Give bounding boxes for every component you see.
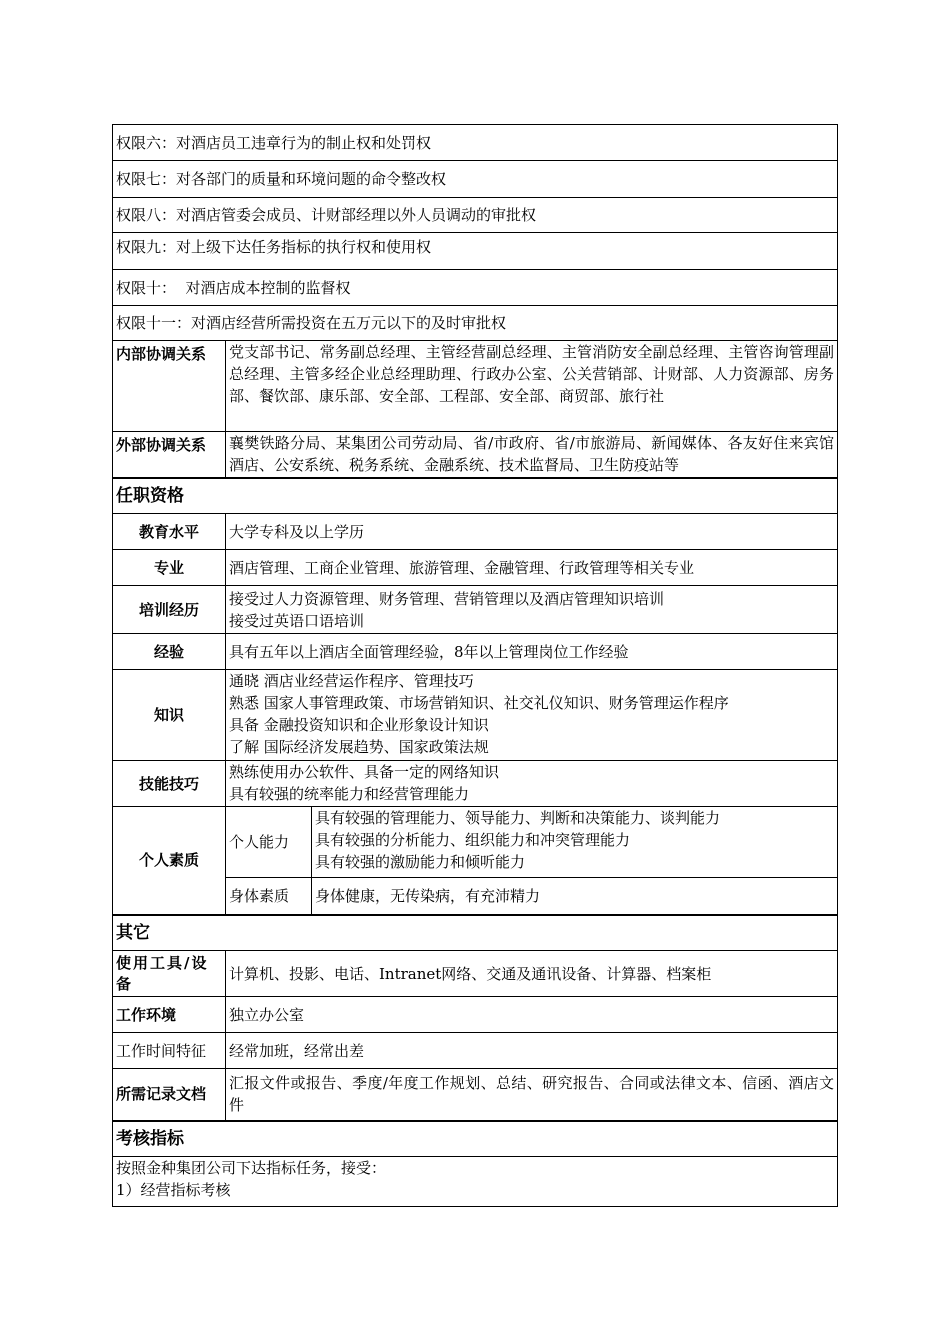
job-description-document: [112, 124, 837, 1207]
ability-line: 具有较强的管理能力、领导能力、判断和决策能力、谈判能力: [315, 809, 721, 827]
work-time-value: 经常加班，经常出差: [226, 1033, 838, 1069]
knowledge-line: 具备 金融投资知识和企业形象设计知识: [229, 716, 489, 734]
section-header-row: [113, 1121, 838, 1157]
section-header-row: [113, 915, 838, 951]
authority-8: 权限八：对酒店管委会成员、计财部经理以外人员调动的审批权: [113, 198, 838, 233]
major-label: 专业: [113, 550, 226, 586]
job-description-table: [112, 124, 838, 1207]
internal-coordination-value: 党支部书记、常务副总经理、主管经营副总经理、主管消防安全副总经理、主管咨询管理副总经理、主管多经企业总经理助理、行政办公室、公关营销部、计财部、人力资源部、房务部、餐饮部、康乐部、安全部、工程部、安全部、商贸部、旅行社: [226, 341, 838, 432]
authority-row: [113, 125, 838, 161]
knowledge-line: 通晓 酒店业经营运作程序、管理技巧: [229, 672, 474, 690]
knowledge-value: [226, 670, 838, 761]
work-time-row: [113, 1033, 838, 1069]
personal-ability-label: 个人能力: [226, 807, 312, 878]
authority-row: [113, 270, 838, 306]
work-time-label: 工作时间特征: [113, 1033, 226, 1069]
tools-value: 计算机、投影、电话、Intranet网络、交通及通讯设备、计算器、档案柜: [226, 951, 838, 997]
authority-11: 权限十一：对酒店经营所需投资在五万元以下的及时审批权: [113, 306, 838, 341]
section-title-qualifications: 任职资格: [113, 478, 838, 514]
section-header-row: [113, 478, 838, 514]
education-label: 教育水平: [113, 514, 226, 550]
external-coordination-row: [113, 432, 838, 478]
knowledge-label: 知识: [113, 670, 226, 761]
tools-row: [113, 951, 838, 997]
environment-value: 独立办公室: [226, 997, 838, 1033]
ability-line: 具有较强的分析能力、组织能力和冲突管理能力: [315, 831, 631, 849]
training-line: 接受过英语口语培训: [229, 611, 365, 630]
skills-line: 具有较强的统率能力和经营管理能力: [229, 785, 470, 803]
assessment-row: [113, 1157, 838, 1207]
experience-label: 经验: [113, 634, 226, 670]
authority-row: [113, 161, 838, 198]
authority-10: 权限十： 对酒店成本控制的监督权: [113, 270, 838, 306]
internal-coordination-label: 内部协调关系: [113, 341, 226, 432]
knowledge-row: [113, 670, 838, 761]
ability-line: 具有较强的激励能力和倾听能力: [315, 853, 526, 871]
skills-line: 熟练使用办公软件、具备一定的网络知识: [229, 763, 500, 781]
knowledge-line: 熟悉 国家人事管理政策、市场营销知识、社交礼仪知识、财务管理运作程序: [229, 694, 729, 712]
authority-9: 权限九：对上级下达任务指标的执行权和使用权: [113, 233, 838, 270]
section-title-assessment: 考核指标: [113, 1121, 838, 1157]
skills-value: [226, 761, 838, 807]
records-label: 所需记录文档: [113, 1069, 226, 1121]
experience-value: 具有五年以上酒店全面管理经验，8年以上管理岗位工作经验: [226, 634, 838, 670]
records-row: [113, 1069, 838, 1121]
authority-row: [113, 233, 838, 270]
training-value: [226, 586, 838, 634]
section-title-other: 其它: [113, 915, 838, 951]
training-line: 接受过人力资源管理、财务管理、营销管理以及酒店管理知识培训: [229, 589, 665, 608]
education-value: 大学专科及以上学历: [226, 514, 838, 550]
training-row: [113, 586, 838, 634]
authority-row: [113, 306, 838, 341]
skills-label: 技能技巧: [113, 761, 226, 807]
environment-row: [113, 997, 838, 1033]
personal-qualities-label: 个人素质: [113, 807, 226, 915]
assessment-value: [113, 1157, 838, 1207]
internal-coordination-row: [113, 341, 838, 432]
records-value: 汇报文件或报告、季度/年度工作规划、总结、研究报告、合同或法律文本、信函、酒店文件: [226, 1069, 838, 1121]
physical-label: 身体素质: [226, 878, 312, 915]
knowledge-line: 了解 国际经济发展趋势、国家政策法规: [229, 738, 489, 756]
personal-ability-value: [312, 807, 838, 878]
external-coordination-label: 外部协调关系: [113, 432, 226, 478]
major-value: 酒店管理、工商企业管理、旅游管理、金融管理、行政管理等相关专业: [226, 550, 838, 586]
assessment-line: 按照金种集团公司下达指标任务，接受：: [116, 1159, 387, 1177]
environment-label: 工作环境: [113, 997, 226, 1033]
assessment-line: 1）经营指标考核: [116, 1181, 231, 1199]
personal-ability-row: [113, 807, 838, 878]
external-coordination-value: 襄樊铁路分局、某集团公司劳动局、省/市政府、省/市旅游局、新闻媒体、各友好住来宾馆酒店、公安系统、税务系统、金融系统、技术监督局、卫生防疫站等: [226, 432, 838, 478]
education-row: [113, 514, 838, 550]
authority-6: 权限六：对酒店员工违章行为的制止权和处罚权: [113, 125, 838, 161]
authority-7: 权限七：对各部门的质量和环境问题的命令整改权: [113, 161, 838, 198]
authority-row: [113, 198, 838, 233]
experience-row: [113, 634, 838, 670]
training-label: 培训经历: [113, 586, 226, 634]
skills-row: [113, 761, 838, 807]
major-row: [113, 550, 838, 586]
physical-value: 身体健康，无传染病，有充沛精力: [312, 878, 838, 915]
tools-label: 使用工具/设备: [113, 951, 226, 997]
